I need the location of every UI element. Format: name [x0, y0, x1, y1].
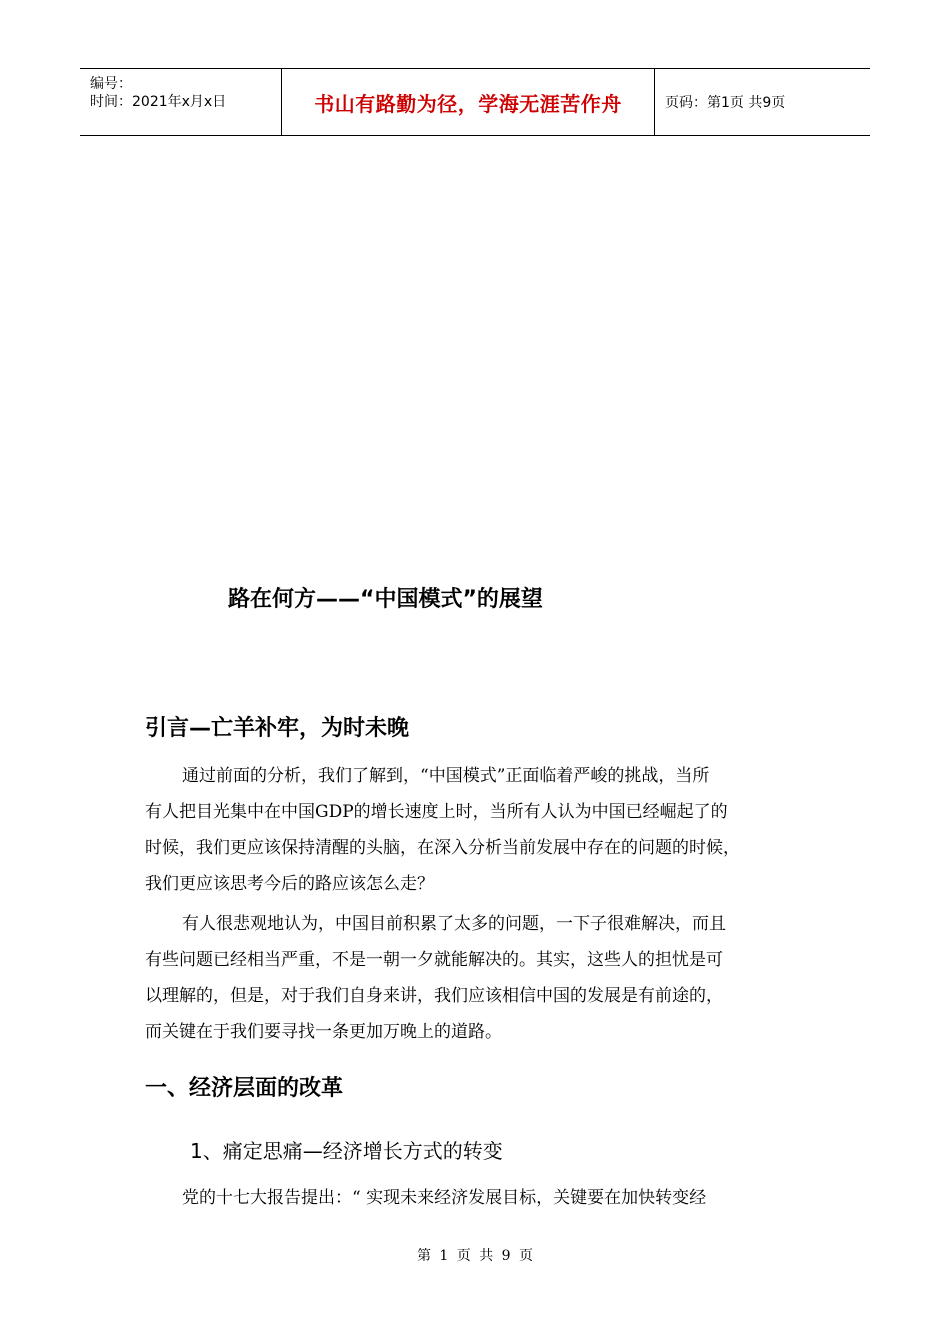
paragraph-line: 有些问题已经相当严重，不是一朝一夕就能解决的。其实，这些人的担忧是可	[145, 950, 723, 970]
header-page-code: 页码：第1页 共9页	[665, 95, 786, 111]
intro-heading: 引言—亡羊补牢，为时未晚	[145, 716, 410, 741]
paragraph-line: 有人很悲观地认为，中国目前积累了太多的问题，一下子很难解决，而且	[182, 914, 726, 934]
paragraph-line: 时候，我们更应该保持清醒的头脑，在深入分析当前发展中存在的问题的时候，	[145, 838, 740, 858]
economy-paragraph-1	[145, 1180, 805, 1216]
header-motto-cell	[282, 69, 655, 135]
intro-paragraph-2	[145, 906, 805, 1050]
document-date-label: 时间：2021年x月x日	[90, 94, 227, 110]
header-motto: 书山有路勤为径，学海无涯苦作舟	[314, 91, 622, 116]
document-title: 路在何方——“中国模式”的展望	[228, 587, 543, 612]
page-footer: 第 1 页 共 9 页	[416, 1248, 534, 1264]
economy-subheading: 1、痛定思痛—经济增长方式的转变	[190, 1139, 503, 1163]
intro-paragraph-1	[145, 758, 805, 902]
paragraph-line: 以理解的，但是，对于我们自身来讲，我们应该相信中国的发展是有前途的，	[145, 986, 723, 1006]
paragraph-line: 通过前面的分析，我们了解到，“中国模式”正面临着严峻的挑战，当所	[182, 766, 710, 786]
paragraph-line: 我们更应该思考今后的路应该怎么走？	[145, 874, 434, 894]
paragraph-line: 有人把目光集中在中国GDP的增长速度上时，当所有人认为中国已经崛起了的	[145, 802, 728, 822]
document-number-label: 编号：	[90, 76, 132, 92]
economy-heading: 一、经济层面的改革	[145, 1076, 344, 1101]
paragraph-line: 党的十七大报告提出：“ 实现未来经济发展目标，关键要在加快转变经	[182, 1188, 707, 1208]
document-header-table	[80, 68, 870, 136]
header-page-cell	[655, 69, 870, 135]
paragraph-line: 而关键在于我们要寻找一条更加万晚上的道路。	[145, 1022, 502, 1042]
header-meta-cell	[80, 69, 282, 135]
